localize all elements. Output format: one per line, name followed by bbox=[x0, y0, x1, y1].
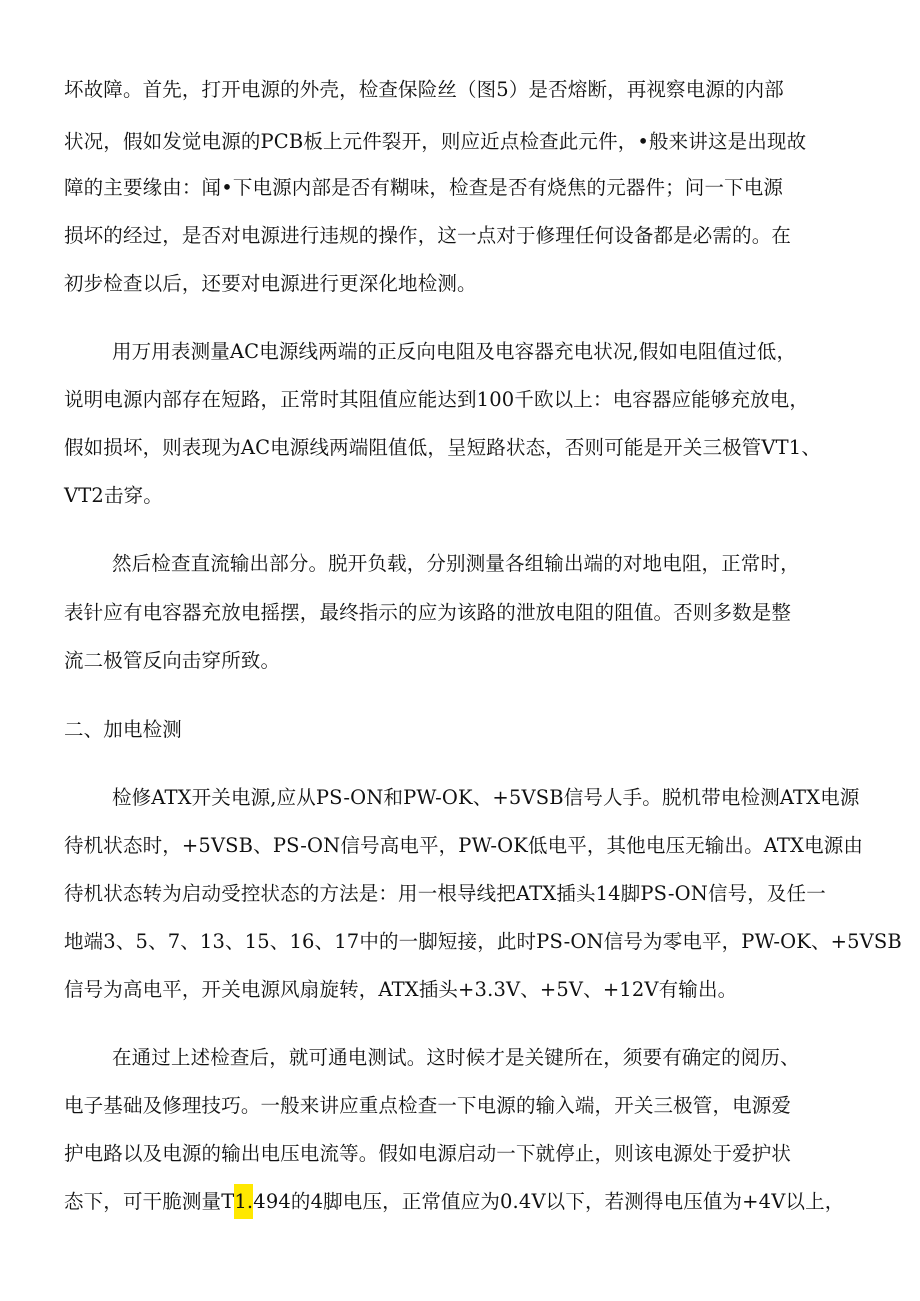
text-line: 地端3、5、7、13、15、16、17中的一脚短接，此时PS-ON信号为零电平，PW-OK、+5VSB bbox=[64, 930, 902, 953]
text-line: 用万用表测量AC电源线两端的正反向电阻及电容器充电状况,假如电阻值过低， bbox=[112, 340, 797, 363]
text-line: 说明电源内部存在短路，正常时其阻值应能达到100千欧以上：电容器应能够充放电， bbox=[64, 388, 810, 411]
text-line-with-highlight bbox=[64, 1186, 920, 1214]
text-segment: 态下，可干脆测量T bbox=[64, 1190, 235, 1213]
text-line: 电子基础及修理技巧。一般来讲应重点检查一下电源的输入端，开关三极管，电源爱 bbox=[64, 1094, 792, 1117]
text-line: 护电路以及电源的输出电压电流等。假如电源启动一下就停止，则该电源处于爱护状 bbox=[64, 1142, 792, 1165]
text-line: 初步检查以后，还要对电源进行更深化地检测。 bbox=[64, 272, 477, 295]
text-line: 状况，假如发觉电源的PCB板上元件裂开，则应近点检查此元件，•般来讲这是出现故 bbox=[64, 130, 807, 153]
highlighted-text: 1. bbox=[234, 1184, 253, 1219]
text-line: VT2击穿。 bbox=[64, 484, 163, 507]
text-line: 损坏的经过，是否对电源进行违规的操作，这一点对于修理任何设备都是必需的。在 bbox=[64, 224, 792, 247]
text-line: 待机状态时，+5VSB、PS-ON信号高电平，PW-OK低电平，其他电压无输出。ATX电源由 bbox=[64, 834, 864, 857]
text-line: 表针应有电容器充放电摇摆，最终指示的应为该路的泄放电阻的阻值。否则多数是整 bbox=[64, 601, 792, 624]
text-line: 检修ATX开关电源,应从PS-ON和PW-OK、+5VSB信号人手。脱机带电检测ATX电源 bbox=[112, 786, 860, 809]
text-line: 流二极管反向击穿所致。 bbox=[64, 649, 281, 672]
text-line: 在通过上述检查后，就可通电测试。这时候才是关键所在，须要有确定的阅历、 bbox=[112, 1046, 800, 1069]
text-line: 假如损坏，则表现为AC电源线两端阻值低，呈短路状态，否则可能是开关三极管VT1、 bbox=[64, 436, 821, 459]
section-heading: 二、加电检测 bbox=[64, 718, 182, 741]
text-line: 待机状态转为启动受控状态的方法是：用一根导线把ATX插头14脚PS-ON信号，及任一 bbox=[64, 882, 826, 905]
text-line: 信号为高电平，开关电源风扇旋转，ATX插头+3.3V、+5V、+12V有输出。 bbox=[64, 978, 738, 1001]
text-segment: 494的4脚电压，正常值应为0.4V以下，若测得电压值为+4V以上， bbox=[253, 1190, 845, 1213]
text-line: 障的主要缘由：闻•下电源内部是否有糊味，检查是否有烧焦的元器件；问一下电源 bbox=[64, 176, 784, 199]
text-line: 坏故障。首先，打开电源的外壳，检查保险丝（图5）是否熔断，再视察电源的内部 bbox=[64, 78, 784, 101]
text-line: 然后检查直流输出部分。脱开负载，分别测量各组输出端的对地电阻，正常时， bbox=[112, 552, 800, 575]
